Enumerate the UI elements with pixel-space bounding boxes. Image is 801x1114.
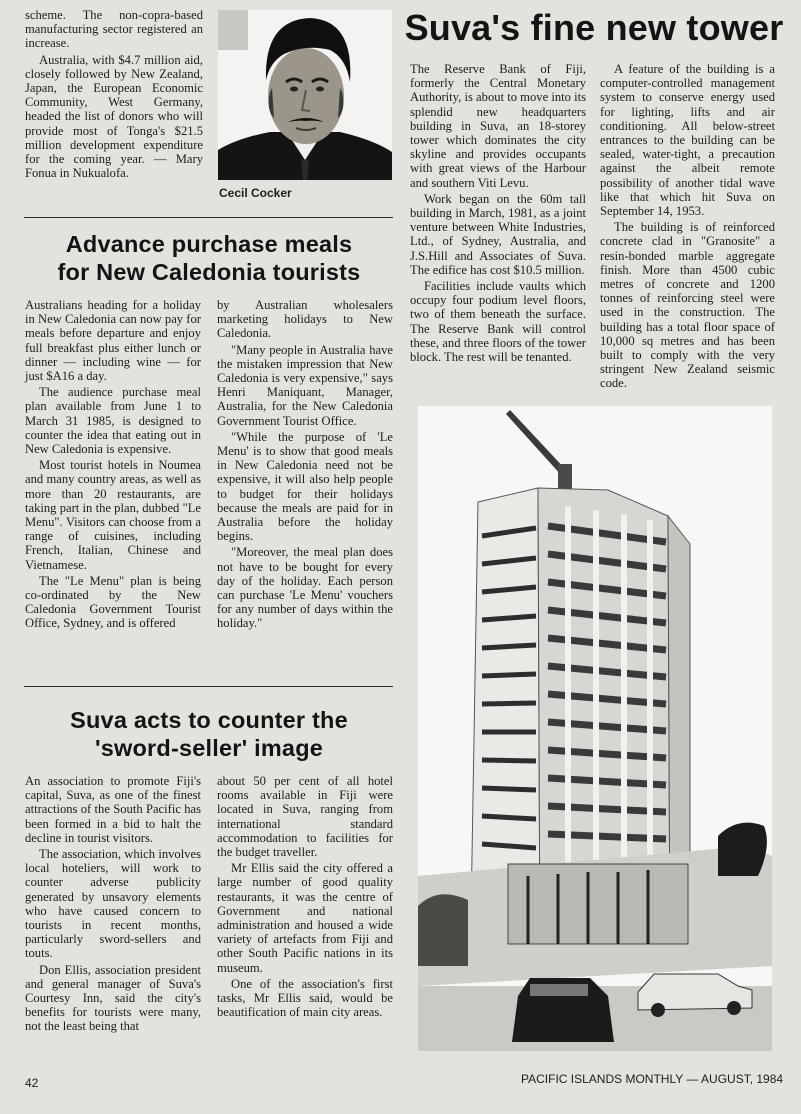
sword-paragraph: about 50 per cent of all hotel rooms available in Fiji were located in Suva, ranging from international standard accommodation to facilities for the budget traveller. (217, 774, 393, 860)
sword-headline-line-1: Suva acts to counter the (70, 707, 348, 733)
tonga-paragraph: Australia, with $4.7 million aid, closely followed by New Zealand, Japan, the European Economic Community, West Germany, headed the list of donors who will provide most of Tonga's $21.5 million development expenditure for the coming year. — Mary Fonua in Nukualofa. (25, 52, 203, 181)
caledonia-paragraph: "Moreover, the meal plan does not have to be bought for every day of the holiday. Each person can purchase 'Le Menu' vouchers for any number of days within the holiday." (217, 545, 393, 631)
sword-column-1 (25, 774, 201, 1034)
caledonia-column-1 (25, 298, 201, 631)
tonga-paragraph: scheme. The non-copra-based manufacturing sector registered an increase. (25, 8, 203, 51)
tonga-story-end (25, 8, 203, 180)
caledonia-headline-line-2: for New Caledonia tourists (57, 259, 361, 285)
reserve-bank-tower-photo (418, 406, 772, 1051)
suva-tower-paragraph: Work began on the 60m tall building in March, 1981, as a joint venture between White Industries, Ltd., of Sydney, Australia, and J.S.Hill and Associates of Suva. The edifice has cost $10.5 million. (410, 191, 586, 277)
caledonia-column-2 (217, 298, 393, 631)
caledonia-headline (24, 230, 394, 286)
suva-tower-paragraph: The building is of reinforced concrete clad in "Granosite" a resin-bonded marble aggregate finish. More than 4500 cubic metres of concrete and 1200 tonnes of reinforcing steel were used in the construction. The building has a total floor space of 10,000 sq metres and has been built to comply with the very stringent New Zealand seismic code. (600, 220, 775, 391)
sword-paragraph: An association to promote Fiji's capital, Suva, as one of the finest attractions of the South Pacific has been formed in a bid to halt the decline in tourist visitors. (25, 774, 201, 845)
section-divider (24, 686, 393, 687)
suva-tower-column-1 (410, 62, 586, 364)
sword-paragraph: The association, which involves local hoteliers, will work to counter adverse publicity generated by unsavory elements who have caused concern to tourists in recent months, particularly sword-sellers and touts. (25, 847, 201, 961)
tower-image (418, 406, 772, 1051)
caledonia-paragraph: Most tourist hotels in Noumea and many country areas, as well as more than 20 restaurants, are taking part in the plan, dubbed "Le Menu". Visitors can choose from a range of cuisines, including French, Italian, Chinese and Vietnamese. (25, 458, 201, 572)
page-number: 42 (25, 1076, 39, 1090)
caledonia-paragraph: The "Le Menu" plan is being co-ordinated by the New Caledonia Government Tourist Office, Sydney, and is offered (25, 573, 201, 631)
sword-paragraph: Don Ellis, association president and general manager of Suva's Courtesy Inn, said the city's benefits for tourists were many, not the least being that (25, 962, 201, 1034)
sword-paragraph: Mr Ellis said the city offered a large number of good quality restaurants, it was the centre of Government and national administration and housed a wide variety of artefacts from Fiji and other South Pacific nations in its museum. (217, 861, 393, 975)
sword-column-2 (217, 774, 393, 1019)
publication-footer: PACIFIC ISLANDS MONTHLY — AUGUST, 1984 (521, 1072, 784, 1086)
suva-tower-column-2 (600, 62, 775, 391)
section-divider (24, 217, 393, 218)
sword-paragraph: One of the association's first tasks, Mr Ellis said, would be beautification of main city areas. (217, 976, 393, 1020)
caledonia-paragraph: Australians heading for a holiday in New Caledonia can now pay for meals before departure and enjoy full breakfast plus either lunch or dinner — including wine — for just $A16 a day. (25, 298, 201, 384)
caledonia-paragraph: The audience purchase meal plan available from June 1 to March 31 1985, is designed to counter the idea that eating out in New Caledonia is expensive. (25, 385, 201, 457)
suva-tower-paragraph: A feature of the building is a computer-controlled management system to conserve energy used for lighting, lifts and air conditioning. All below-street entrances to the building can be sealed, water-tight, a precaution against the albeit remote possibility of another tidal wave like that which hit Suva on September 14, 1953. (600, 62, 775, 219)
caledonia-paragraph: by Australian wholesalers marketing holidays to New Caledonia. (217, 298, 393, 341)
suva-tower-headline: Suva's fine new tower (404, 7, 784, 48)
suva-tower-paragraph: The Reserve Bank of Fiji, formerly the Central Monetary Authority, is about to move into its splendid new headquarters building in Suva, an 18-storey tower which dominates the city skyline and provides occupants with great views of the Harbour and southern Viti Levu. (410, 62, 586, 190)
portrait-caption: Cecil Cocker (219, 186, 292, 200)
caledonia-headline-line-1: Advance purchase meals (65, 231, 353, 257)
cecil-cocker-portrait (218, 10, 392, 180)
caledonia-paragraph: "Many people in Australia have the mistaken impression that New Caledonia is very expensive," says Henri Maniquant, Manager, Australia, for the New Caledonia Government Tourist Office. (217, 342, 393, 428)
suva-tower-paragraph: Facilities include vaults which occupy four podium level floors, two of them beneath the surface. The Reserve Bank will control these, and three floors of the tower block. The rest will be tenanted. (410, 279, 586, 365)
caledonia-paragraph: "While the purpose of 'Le Menu' is to show that good meals in New Caledonia need not be expensive, it will also help people to budget for their holidays because the meals are paid for in Australia before the holiday begins. (217, 429, 393, 544)
sword-headline-line-2: 'sword-seller' image (94, 735, 324, 761)
portrait-image (218, 10, 392, 180)
sword-headline (24, 706, 394, 762)
